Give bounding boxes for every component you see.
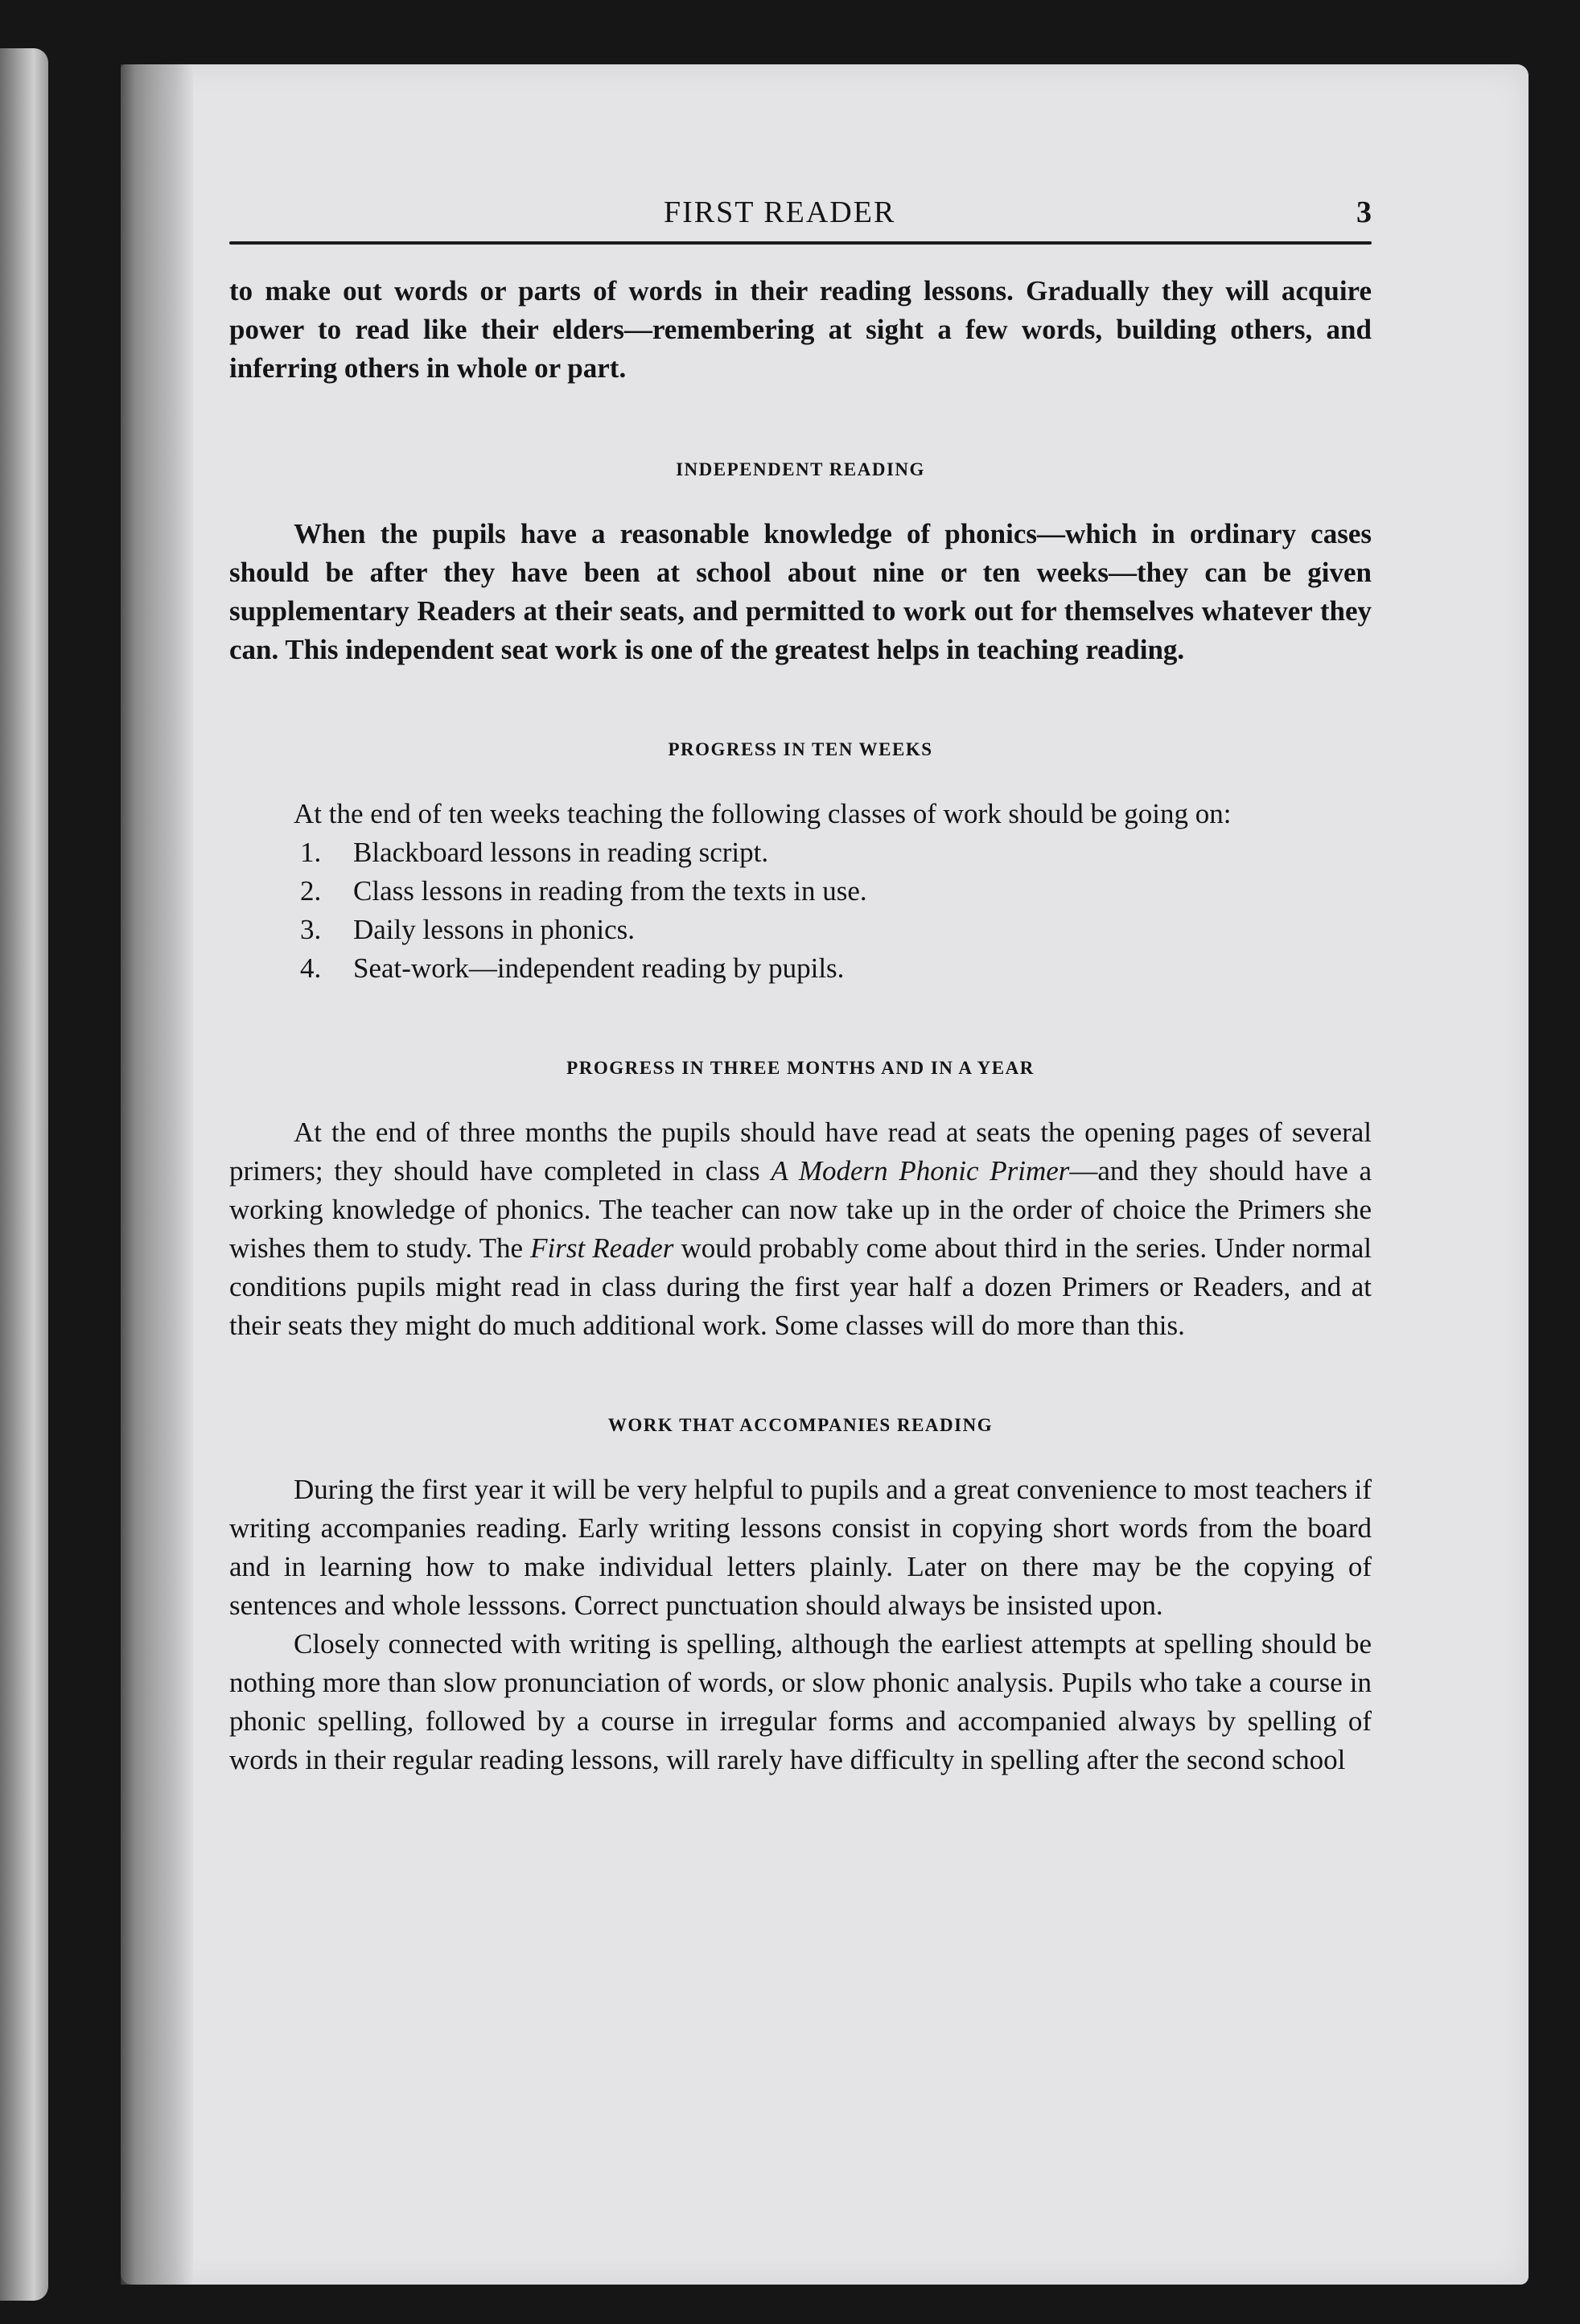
header-rule bbox=[229, 241, 1372, 245]
running-head bbox=[229, 195, 1372, 243]
section-heading-work-accompanies: WORK THAT ACCOMPANIES READING bbox=[607, 1415, 994, 1435]
body-text bbox=[229, 272, 1372, 1779]
section-heading-progress-three-months: PROGRESS IN THREE MONTHS AND IN A YEAR bbox=[566, 1058, 1035, 1078]
section-heading-progress-ten-weeks: PROGRESS IN TEN WEEKS bbox=[668, 739, 933, 759]
list-item: 2. Class lessons in reading from the texts in use. bbox=[300, 875, 867, 907]
intro-paragraph: to make out words or parts of words in their reading lessons. Gradually they will acquire power to read like their elders—remembering at sight a few words, building others, and inferring others in whole or part. bbox=[229, 275, 1372, 384]
list-item: 4. Seat-work—independent reading by pupils. bbox=[300, 952, 845, 984]
section-heading-independent-reading: INDEPENDENT READING bbox=[676, 459, 925, 479]
list-item: 3. Daily lessons in phonics. bbox=[300, 914, 635, 945]
page-gutter-shadow bbox=[121, 64, 193, 2285]
list-item: 1. Blackboard lessons in reading script. bbox=[300, 837, 769, 868]
work-accompanies-paragraph-1: During the first year it will be very helpful to pupils and a great convenience to most teachers if writing accompanies reading. Early writing lessons consist in copying short words from the board and in learning how to make individual letters plainly. Later on there may be the copying of sentences and whole lesssons. Correct punctuation should always be insisted upon. bbox=[229, 1474, 1372, 1621]
progress-three-months-paragraph: At the end of three months the pupils should have read at seats the opening pages of several primers; they should have completed in class A Modern Phonic Primer—and they should have a working knowledge of phonics. The teacher can now take up in the order of choice the Primers she wishes them to study. The First Reader would probably come about third in the series. Under normal conditions pupils might read in class during the first year half a dozen Primers or Readers, and at their seats they might do much additional work. Some classes will do more than this. bbox=[229, 1117, 1372, 1341]
independent-reading-paragraph: When the pupils have a reasonable knowledge of phonics—which in ordinary cases should be after they have been at school about nine or ten weeks—they can be given supplementary Readers at their seats, and permitted to work out for themselves whatever they can. This independent seat work is one of the greatest helps in teaching reading. bbox=[229, 518, 1372, 665]
book-title-italic: A Modern Phonic Primer bbox=[771, 1155, 1070, 1187]
work-accompanies-paragraph-2: Closely connected with writing is spelling, although the earliest attempts at spelling should be nothing more than slow pronunciation of words, or slow phonic analysis. Pupils who take a course in phonic spelling, followed by a course in irregular forms and accompanied always by spelling of words in their regular reading lessons, will rarely have difficulty in spelling after the second school bbox=[229, 1628, 1372, 1775]
progress-ten-weeks-paragraph: At the end of ten weeks teaching the following classes of work should be going on: bbox=[294, 798, 1232, 829]
book-title-italic: First Reader bbox=[530, 1232, 674, 1264]
work-classes-list bbox=[229, 833, 1372, 988]
page-number: 3 bbox=[1356, 195, 1372, 229]
adjacent-page-edge bbox=[0, 48, 48, 2301]
running-title: FIRST READER bbox=[664, 195, 896, 229]
